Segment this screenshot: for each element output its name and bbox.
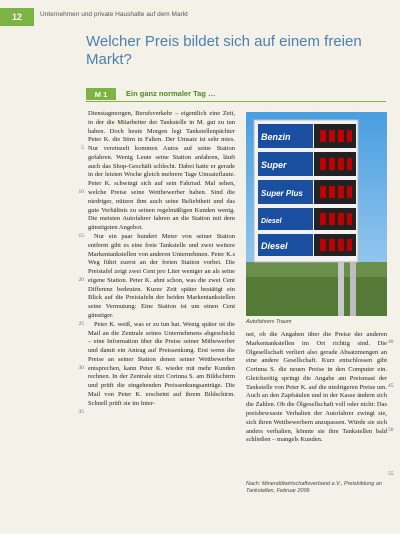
gas-station-price-sign-photo (246, 112, 387, 316)
material-label: M 1 (86, 88, 116, 100)
sign-label: Super Plus (261, 189, 303, 198)
material-heading: Ein ganz normaler Tag … (126, 89, 216, 98)
line-number: 55 (388, 471, 394, 477)
line-number: 25 (78, 321, 84, 327)
article-right-column (246, 331, 387, 445)
article-left-column (88, 110, 235, 409)
line-number: 5 (81, 145, 84, 151)
price-sign-illustration (246, 112, 387, 316)
sign-label: Diesel (261, 218, 282, 225)
line-number: 15 (78, 233, 84, 239)
running-head: Unternehmen und private Haushalte auf dem Markt (40, 11, 188, 18)
paragraph: Nur ein paar hundert Meter von seiner Station entfernt gibt es eine freie Tankstelle und zwei weitere Markentankstellen von anderen Unternehmen. Peter K.s Weg führt zuerst an der freien Station vorbei. Die Preistafel zeigt zwei Cent pro Liter weniger an als seine eigene Station. Peter K. ahnt schon, was die zwei Cent Differenz bedeuten. Kurze Zeit später bestätigt ein Blick auf die Preistafeln der beiden Markentankstellen seine Vermutung: Eine Station ist um einen Cent günstiger. (88, 232, 235, 319)
page-header (0, 0, 400, 26)
page-title: Welcher Preis bildet sich auf einem freien Markt? (86, 33, 362, 68)
line-number: 50 (388, 427, 394, 433)
source-citation: Nach: Mineralölwirtschaftsverband e.V., Preisbildung an Tankstellen, Februar 2006 (246, 481, 382, 494)
paragraph: Peter K. weiß, was er zu tun hat. Wenig später ist die Mail an die Zentrale seines Unternehmens abgeschickt – eine Information über die Preise seiner Mitbewerber und damit ein Antrag auf Preissenkung. Erst wenn die Preise an seiner Station denen seiner Wettbewerber entsprechen, kann Peter K. wieder mit mehr Kunden rechnen. In der Zentrale sitzt Corinna S. am Bildschirm und prüft die eingehenden Preissenkungsanträge. Die Mail von Peter K. erscheint auf ihrem Bildschirm. Schnell prüft sie im Inter- (88, 320, 235, 407)
photo-caption: Autofahrers Traum (246, 319, 292, 325)
sign-label: Benzin (261, 132, 291, 142)
line-number: 35 (78, 409, 84, 415)
paragraph: Dienstagmorgen, Berufsverkehr – eigentlich eine Zeit, in der die Mitarbeiter der Tankstelle in M. gut zu tun haben. Doch heute Morgen legt Tankstellenpächter Peter K. die Stirn in Falten. Der Umsatz ist sehr mies. Nur vereinzelt kommen Autos auf seine Station gefahren. Wenig Leute seine Station anfahren, läuft auch das Shop-Geschäft schlecht. Dabei hatte er gerade in der letzten Woche gleich mehrere Tage Umsatzflaute. Peter K. schwingt sich auf sein Fahrrad. Mal sehen, welche Preise seine Wettbewerber haben. Sind die niedriger, nützen ihm auch seine Beliebtheit und das gute Verhältnis zu seinen regelmäßigen Kunden wenig. Die meisten Autofahrer fahren an die Station mit dem günstigsten Angebot. (88, 110, 235, 232)
paragraph: net, ob die Angaben über die Preise der anderen Markentankstellen im Ort richtig sind. Die Ölgesellschaft verliert also gerade Absatzmengen an eine andere Gesellschaft. Kurz entschlossen gibt Corinna S. die neuen Preise in den Computer ein. Gleichzeitig springt die Angabe am Preismast der Tankstelle von Peter K. auf die niedrigeren Preise um. Auch an den Zapfsäulen und in der Kasse ändern sich die Zahlen. Ob die Ölgesellschaft voll oder nicht: Das preisbewusste Verhalten der Autofahrer zwingt sie, sich ihren Wettbewerbern anzupassen. Würde sie sich anders verhalten, könnte sie ihre Tankstellen bald schließen – mangels Kunden. (246, 331, 387, 444)
line-number: 40 (388, 339, 394, 345)
line-number: 45 (388, 383, 394, 389)
line-number: 10 (78, 189, 84, 195)
page-number: 12 (0, 8, 34, 26)
line-number: 30 (78, 365, 84, 371)
sign-label: Diesel (261, 241, 288, 251)
sign-label: Super (261, 160, 287, 170)
section-rule (86, 101, 386, 102)
line-number: 20 (78, 277, 84, 283)
